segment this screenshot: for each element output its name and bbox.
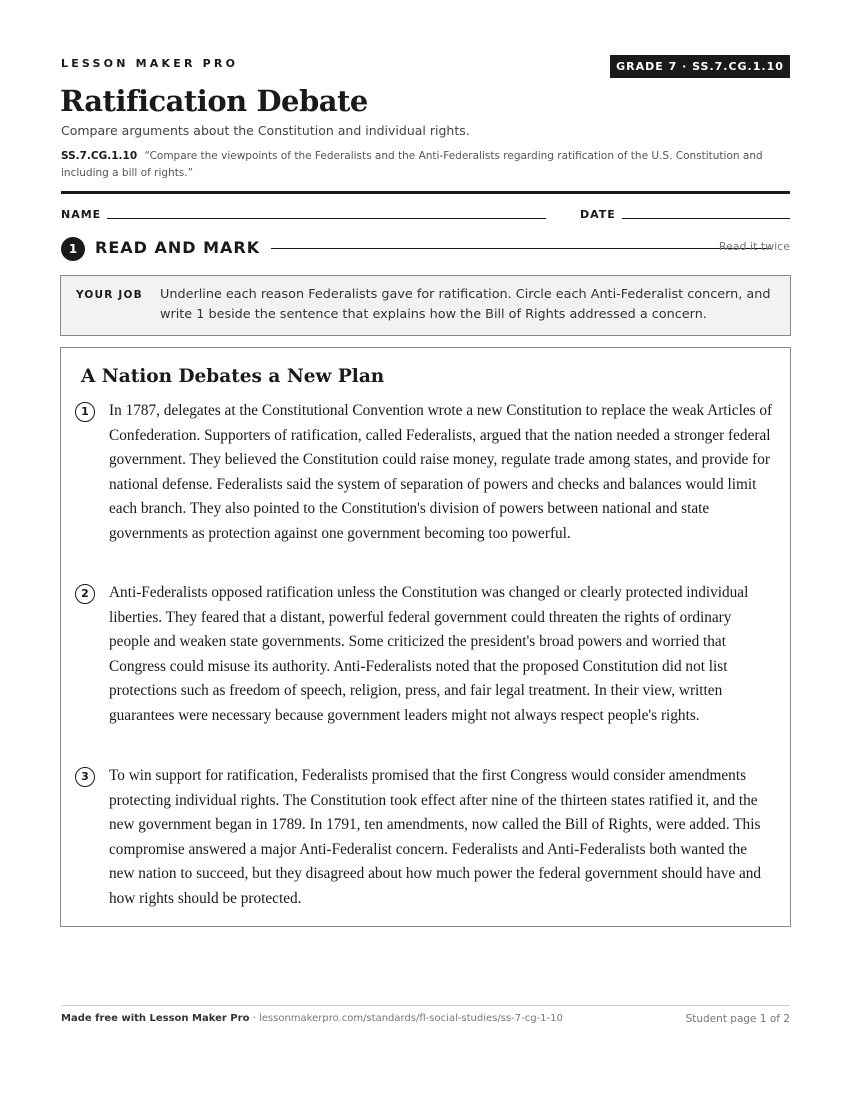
header-divider [61,191,790,194]
page-title: Ratification Debate [60,84,368,118]
name-field[interactable] [107,218,546,219]
reading-passage [60,347,791,927]
footer-url[interactable]: · lessonmakerpro.com/standards/fl-social-studies/ss-7-cg-1-10 [249,1013,563,1024]
brand-name: LESSON MAKER PRO [61,57,239,70]
paragraph-text: Anti-Federalists opposed ratification unless the Constitution was changed or clearly protected individual liberties. They feared that a distant, powerful federal government could threaten the rights of ordinary people and weaken state governments. Some criticized the president's broad powers and worried that Congress could misuse its authority. Anti-Federalists noted that the proposed Constitution did not list protections such as freedom of speech, religion, press, and fair legal treatment. In their view, written guarantees were necessary because government leaders might not always respect people's rights. [109,584,749,724]
footer-divider [61,1005,790,1006]
name-label: NAME [61,208,102,221]
instructions-label: YOUR JOB [76,289,143,301]
passage-title: A Nation Debates a New Plan [81,366,385,387]
instructions-text: Underline each reason Federalists gave for ratification. Circle each Anti-Federalist concern, and write 1 beside the sentence that explains how the Bill of Rights addressed a concern. [160,287,771,322]
section-header [61,237,790,261]
standard-code: SS.7.CG.1.10 [61,150,138,162]
date-label: DATE [580,208,616,221]
footer-made-with: Made free with Lesson Maker Pro [61,1013,250,1024]
section-divider [271,248,771,249]
page-subtitle: Compare arguments about the Constitution and individual rights. [61,123,470,138]
paragraph-number: 1 [75,402,95,422]
footer-page-number: Student page 1 of 2 [685,1013,790,1025]
section-hint: Read it twice [718,240,790,253]
paragraph-text: To win support for ratification, Federalists promised that the first Congress would consider amendments protecting individual rights. The Constitution took effect after nine of the thirteen states ratified it, and the new government began in 1789. In 1791, ten amendments, now called the Bill of Rights, were added. This compromise answered a major Anti-Federalist concern. Federalists and Anti-Federalists both wanted the new nation to succeed, but they disagreed about how much power the federal government should have and how rights should be protected. [109,767,762,907]
paragraph-text: In 1787, delegates at the Constitutional Convention wrote a new Constitution to replace the weak Articles of Confederation. Supporters of ratification, called Federalists, argued that the nation needed a stronger federal government. They believed the Constitution could raise money, regulate trade among states, and provide for national defense. Federalists said the system of separation of powers and checks and balances would limit each branch. They also pointed to the Constitution's division of powers between national and state governments as protection against one government becoming too powerful. [109,402,773,542]
grade-badge: GRADE 7 · SS.7.CG.1.10 [610,55,790,78]
paragraph-number: 2 [75,584,95,604]
section-number: 1 [61,237,85,261]
standard-statement [61,148,791,182]
date-field[interactable] [622,218,790,219]
instructions-box [60,275,791,336]
footer-credit [61,1013,563,1024]
standard-text: “Compare the viewpoints of the Federalists and the Anti-Federalists regarding ratification of the U.S. Constitution and including a bill of rights.” [61,150,763,179]
section-title: READ AND MARK [95,238,261,257]
paragraph-number: 3 [75,767,95,787]
